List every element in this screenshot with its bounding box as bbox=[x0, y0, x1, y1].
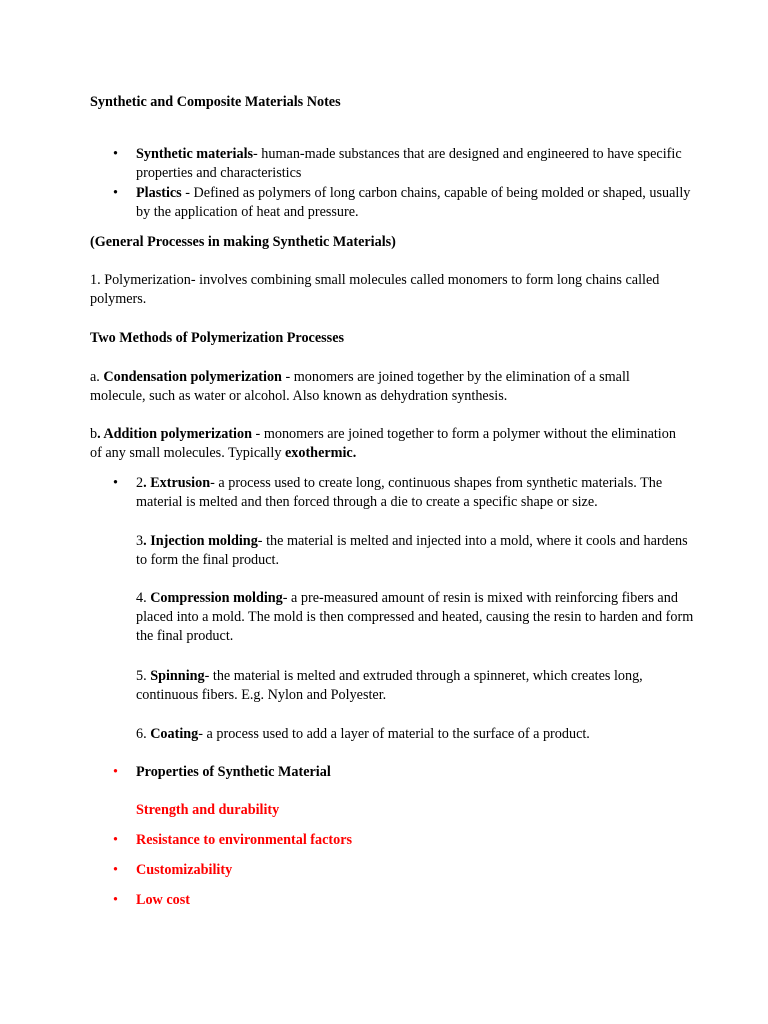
property-item: Strength and durability bbox=[136, 802, 280, 818]
bullet-marker: • bbox=[113, 185, 118, 201]
page-title: Synthetic and Composite Materials Notes bbox=[90, 94, 341, 110]
bullet-marker: • bbox=[113, 892, 118, 908]
process-extrusion: 2. Extrusion- a process used to create long, continuous shapes from synthetic materials. The material is melted and then forced through a die to create a specific shape or size. bbox=[136, 475, 663, 510]
process-spinning: 5. Spinning- the material is melted and extruded through a spinneret, which creates long, continuous fibers. E.g. Nylon and Polyester. bbox=[136, 668, 643, 703]
process-coating: 6. Coating- a process used to add a layer of material to the surface of a product. bbox=[136, 726, 590, 742]
bullet-plastics: Plastics - Defined as polymers of long carbon chains, capable of being molded or shaped, usually by the application of heat and pressure. bbox=[136, 185, 691, 220]
section-heading: (General Processes in making Synthetic Materials) bbox=[90, 234, 396, 250]
process-compression-molding: 4. Compression molding- a pre-measured amount of resin is mixed with reinforcing fibers and placed into a mold. The mold is then compressed and heated, causing the resin to harden and form the final product. bbox=[136, 590, 694, 644]
property-item: Customizability bbox=[136, 862, 233, 878]
bullet-marker: • bbox=[113, 475, 118, 491]
bullet-marker: • bbox=[113, 832, 118, 848]
bullet-marker: • bbox=[113, 764, 118, 780]
property-item: Low cost bbox=[136, 892, 190, 908]
properties-heading: Properties of Synthetic Material bbox=[136, 764, 331, 780]
method-addition: b. Addition polymerization - monomers are joined together to form a polymer without the elimination of any small molecules. Typically exothermic. bbox=[90, 426, 676, 461]
property-item: Resistance to environmental factors bbox=[136, 832, 353, 848]
bullet-marker: • bbox=[113, 146, 118, 162]
polymerization-paragraph: 1. Polymerization- involves combining small molecules called monomers to form long chains called polymers. bbox=[90, 272, 660, 307]
bullet-marker: • bbox=[113, 862, 118, 878]
process-injection-molding: 3. Injection molding- the material is melted and injected into a mold, where it cools and hardens to form the final product. bbox=[136, 533, 688, 568]
methods-heading: Two Methods of Polymerization Processes bbox=[90, 330, 345, 346]
method-condensation: a. Condensation polymerization - monomers are joined together by the elimination of a small molecule, such as water or alcohol. Also known as dehydration synthesis. bbox=[90, 369, 630, 404]
bullet-synthetic-materials: Synthetic materials- human-made substances that are designed and engineered to have specific properties and characteristics bbox=[136, 146, 682, 181]
